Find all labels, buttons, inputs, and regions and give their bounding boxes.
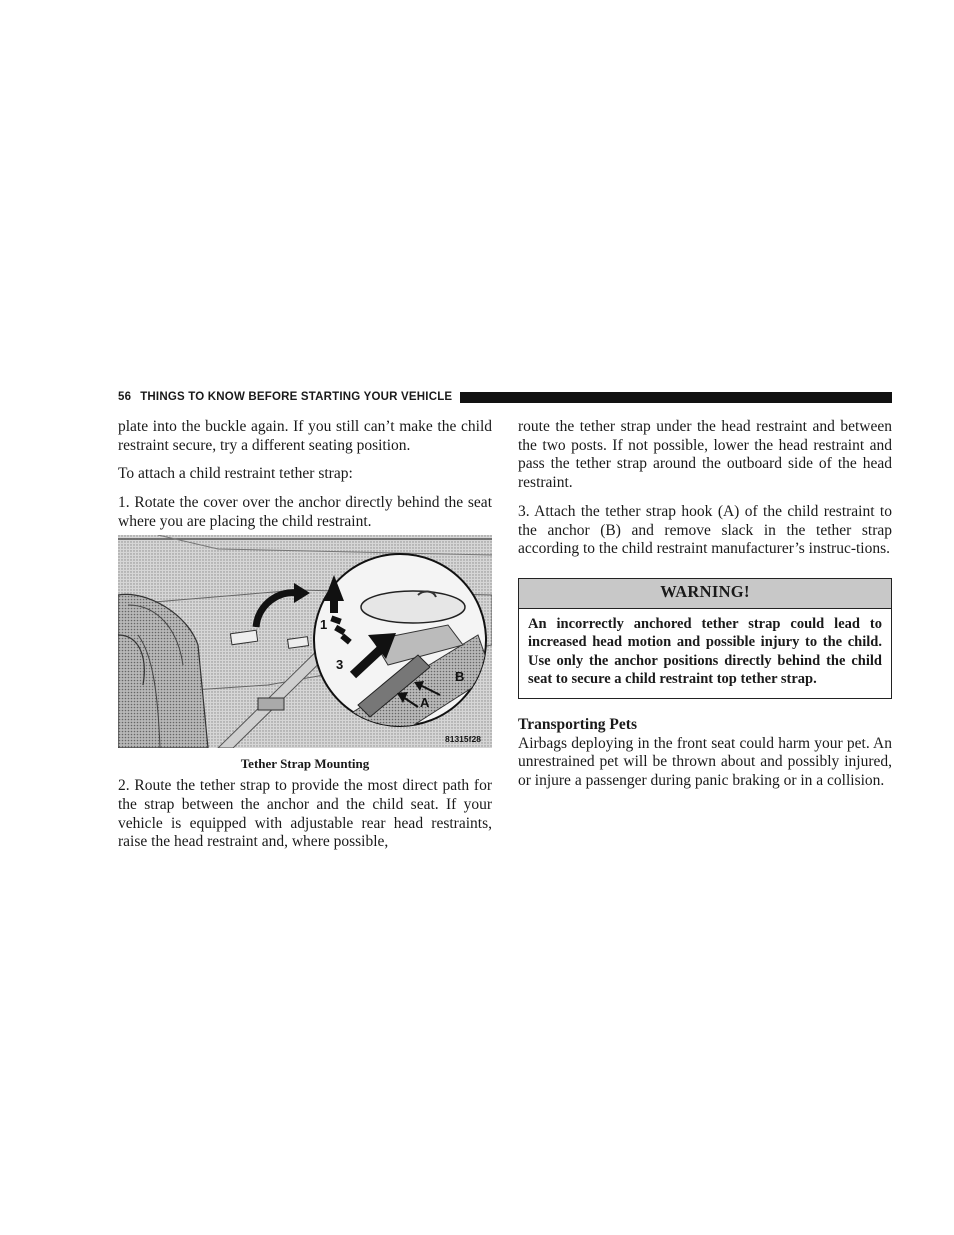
figure-label-b: B <box>455 668 465 684</box>
figure-code: 81315f28 <box>445 733 481 744</box>
figure-caption: Tether Strap Mounting <box>240 755 370 771</box>
paragraph-step-3: 3. Attach the tether strap hook (A) of the child restraint to the anchor (B) and remove slack in the tether strap according to the child restraint manufacturer’s instruc-tions. <box>518 502 892 558</box>
paragraph-step-2: 2. Route the tether strap to provide the most direct path for the strap between the anchor and the child seat. If your vehicle is equipped with adjustable rear head restraints, raise the head restraint and, where possible, <box>118 777 492 851</box>
paragraph-pets: Airbags deploying in the front seat could harm your pet. An unrestrained pet will be thrown about and possibly injured, or injure a passenger during panic braking or in a collision. <box>518 734 892 790</box>
section-title: THINGS TO KNOW BEFORE STARTING YOUR VEHICLE <box>140 391 453 403</box>
tether-strap-illustration <box>118 535 492 748</box>
header-rule-bar <box>460 392 892 403</box>
paragraph-route-continued: route the tether strap under the head restraint and between the two posts. If not possible, lower the head restraint and pass the tether strap around the outboard side of the head restraint. <box>518 418 892 492</box>
figure-label-3: 3 <box>336 656 344 672</box>
warning-title: WARNING! <box>519 579 891 609</box>
paragraph-attach-intro: To attach a child restraint tether strap: <box>118 465 353 483</box>
page-number: 56 <box>118 391 132 403</box>
warning-box <box>518 578 892 699</box>
subheading-transporting-pets: Transporting Pets <box>518 716 637 733</box>
figure-label-1: 1 <box>320 616 328 632</box>
paragraph-step-1: 1. Rotate the cover over the anchor directly behind the seat where you are placing the child restraint. <box>118 494 492 530</box>
right-column <box>518 418 892 801</box>
figure-label-a: A <box>420 694 430 710</box>
warning-body: An incorrectly anchored tether strap could lead to increased head motion and possible injury to the child. Use only the anchor positions directly behind the child seat to secure a child restraint top tether strap. <box>528 615 882 688</box>
page-header <box>118 390 892 404</box>
left-column <box>118 418 492 862</box>
paragraph-buckle: plate into the buckle again. If you still can’t make the child restraint secure, try a different seating position. <box>118 418 492 454</box>
